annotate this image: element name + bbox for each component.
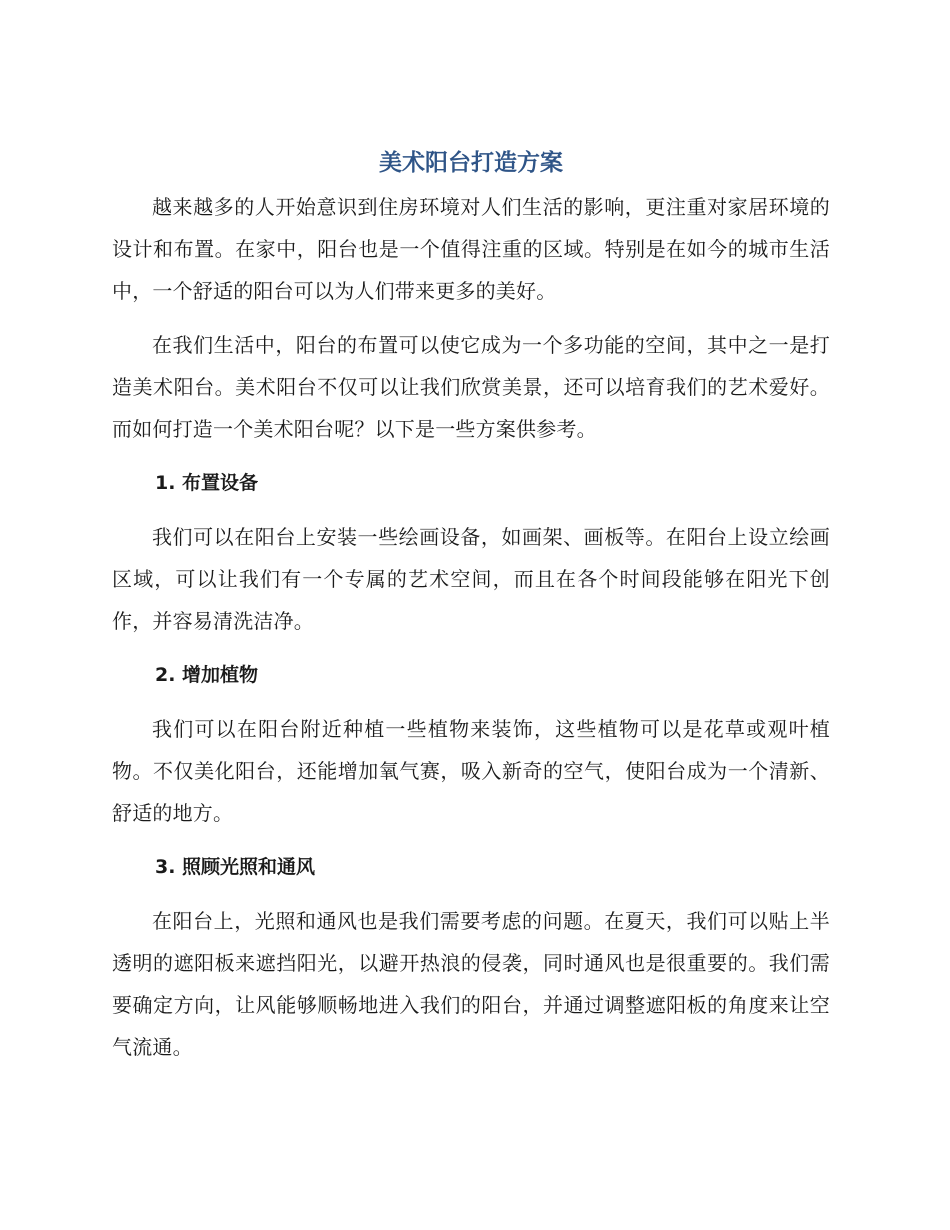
paragraph-spacer — [112, 312, 830, 324]
paragraph-spacer — [112, 696, 830, 708]
intro-paragraph-2: 在我们生活中，阳台的布置可以使它成为一个多功能的空间，其中之一是打造美术阳台。美术阳台不仅可以让我们欣赏美景，还可以培育我们的艺术爱好。而如何打造一个美术阳台呢？以下是一些方案供参考。 — [112, 333, 830, 441]
section-heading-2: 2. 增加植物 — [155, 664, 259, 686]
document-page — [112, 140, 830, 1068]
section-heading-1: 1. 布置设备 — [155, 472, 259, 494]
section-body-3: 在阳台上，光照和通风也是我们需要考虑的问题。在夏天，我们可以贴上半透明的遮阳板来遮挡阳光，以避开热浪的侵袭，同时通风也是很重要的。我们需要确定方向，让风能够顺畅地进入我们的阳台，并通过调整遮阳板的角度来让空气流通。 — [112, 909, 830, 1059]
paragraph-spacer — [112, 642, 830, 654]
paragraph-spacer — [112, 888, 830, 900]
paragraph-spacer — [112, 834, 830, 846]
document-title: 美术阳台打造方案 — [379, 150, 563, 176]
paragraph-spacer — [112, 504, 830, 516]
paragraph-spacer — [112, 450, 830, 462]
intro-paragraph-1: 越来越多的人开始意识到住房环境对人们生活的影响，更注重对家居环境的设计和布置。在家中，阳台也是一个值得注重的区域。特别是在如今的城市生活中，一个舒适的阳台可以为人们带来更多的美好。 — [112, 195, 830, 303]
section-body-2: 我们可以在阳台附近种植一些植物来装饰，这些植物可以是花草或观叶植物。不仅美化阳台，还能增加氧气赛，吸入新奇的空气，使阳台成为一个清新、舒适的地方。 — [112, 717, 830, 825]
section-heading-3: 3. 照顾光照和通风 — [155, 856, 316, 878]
section-body-1: 我们可以在阳台上安装一些绘画设备，如画架、画板等。在阳台上设立绘画区域，可以让我们有一个专属的艺术空间，而且在各个时间段能够在阳光下创作，并容易清洗洁净。 — [112, 525, 830, 633]
